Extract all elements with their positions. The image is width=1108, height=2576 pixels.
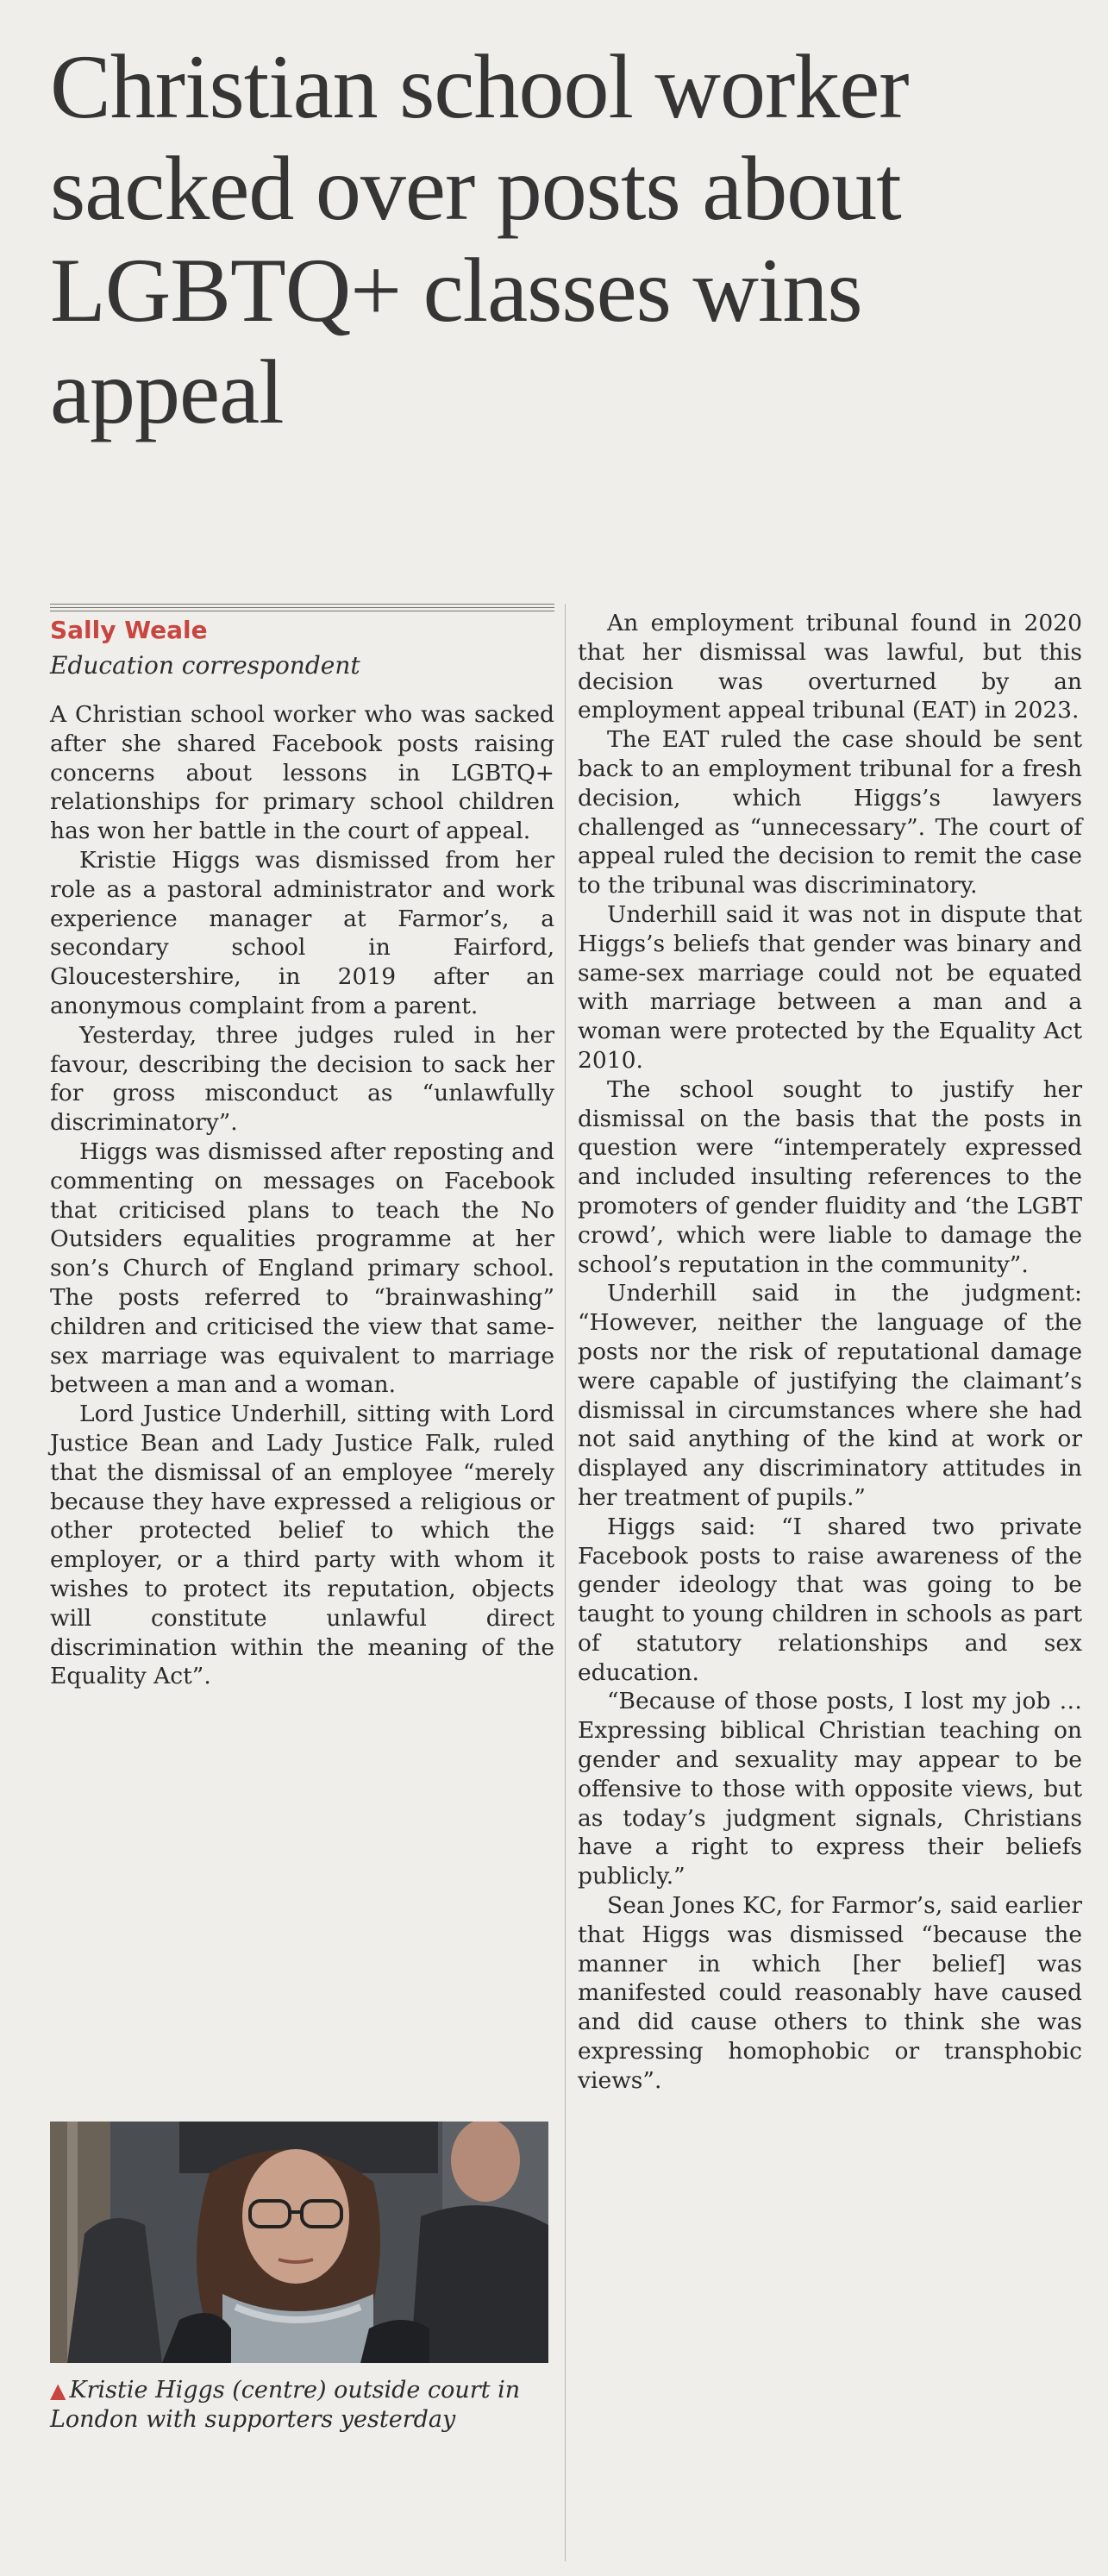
byline-role: Education correspondent (50, 651, 360, 680)
paragraph: The EAT ruled the case should be sent back to an employment tribunal for a fresh decision, which Higgs’s lawyers challenged as “unnecessary”. The court of appeal ruled the decision to remit the case to the tribunal was discriminatory. (578, 726, 1082, 899)
paragraph: The school sought to justify her dismissal on the basis that the posts in question were “intemperately expressed and included insulting references to the promoters of gender fluidity and ‘the LGBT crowd’, which were liable to damage the school’s reputation in the community”. (578, 1075, 1082, 1278)
caption-text: Kristie Higgs (centre) outside court in London with supporters yesterday (50, 2377, 521, 2433)
right-column (578, 609, 1082, 2096)
paragraph: Underhill said it was not in dispute that Higgs’s beliefs that gender was binary and same-sex marriage could not be equated with marriage between a man and a woman were protected by the Equality Act 2010. (578, 900, 1082, 1074)
byline-author: Sally Weale (50, 616, 208, 644)
paragraph: Lord Justice Underhill, sitting with Lord Justice Bean and Lady Justice Falk, ruled that the dismissal of an employee “merely because they have expressed a religious or other protected belief to which the employer, or a third party with whom it wishes to protect its reputation, objects will constitute unlawful direct discrimination within the meaning of the Equality Act”. (50, 1401, 554, 1690)
paragraph: Kristie Higgs was dismissed from her role as a pastoral administrator and work experience manager at Farmor’s, a secondary school in Fairford, Gloucestershire, in 2019 after an anonymous complaint from a parent. (50, 846, 554, 1019)
paragraph: Yesterday, three judges ruled in her favour, describing the decision to sack her for gross misconduct as “unlawfully discriminatory”. (50, 1021, 554, 1137)
paragraph: Sean Jones KC, for Farmor’s, said earlier that Higgs was dismissed “because the manner in which [her belief] was manifested could reasonably have caused and did cause others to think she was expressing homophobic or transphobic views”. (578, 1892, 1082, 2094)
paragraph: Underhill said in the judgment: “However, neither the language of the posts nor the risk of reputational damage were capable of justifying the claimant’s dismissal in circumstances where she had not said anything of the kind at work or displayed any discriminatory attitudes in her treatment of pupils.” (578, 1280, 1082, 1511)
headline: Christian school worker sacked over posts about LGBTQ+ classes wins appeal (50, 36, 909, 442)
byline-rule (50, 604, 554, 612)
column-divider (565, 604, 566, 2561)
paragraph: A Christian school worker who was sacked after she shared Facebook posts raising concerns about lessons in LGBTQ+ relationships for primary school children has won her battle in the court of appeal. (50, 701, 554, 845)
photo-illustration (50, 2122, 548, 2363)
news-photo (50, 2122, 548, 2363)
paragraph: Higgs was dismissed after reposting and commenting on messages on Facebook that criticised plans to teach the No Outsiders equalities programme at her son’s Church of England primary school. The posts referred to “brainwashing” children and criticised the view that same-sex marriage was equivalent to marriage between a man and a woman. (50, 1138, 554, 1399)
left-column (50, 700, 554, 1691)
photo-caption (50, 2376, 554, 2435)
caption-marker-icon: ▲ (50, 2379, 66, 2403)
paragraph: Higgs said: “I shared two private Facebook posts to raise awareness of the gender ideology that was going to be taught to young children in schools as part of statutory relationships and sex education. (578, 1513, 1082, 1686)
paragraph: “Because of those posts, I lost my job … Expressing biblical Christian teaching on gender and sexuality may appear to be offensive to those with opposite views, but as today’s judgment signals, Christians have a right to express their beliefs publicly.” (578, 1688, 1082, 1890)
paragraph: An employment tribunal found in 2020 that her dismissal was lawful, but this decision was overturned by an employment appeal tribunal (EAT) in 2023. (578, 610, 1082, 724)
